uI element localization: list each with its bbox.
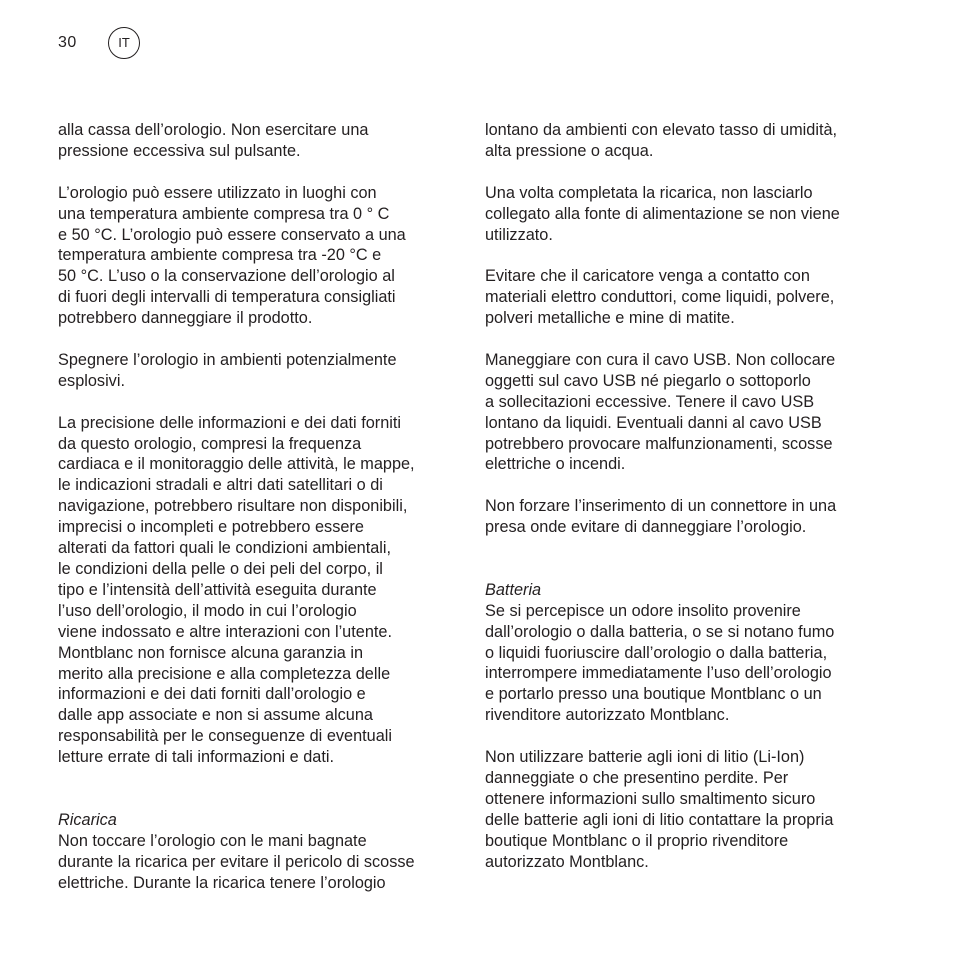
paragraph-charging: Non toccare l’orologio con le mani bagnate durante la ricarica per evitare il pericolo di scosse elettriche. Durante la ricarica tenere l’orologio xyxy=(58,831,415,892)
paragraph-connector: Non forzare l’inserimento di un connettore in una presa onde evitare di danneggiare l’orologio. xyxy=(485,497,837,537)
paragraph-conductive: Evitare che il caricatore venga a contatto con materiali elettro conduttori, come liquidi, polvere, polveri metalliche e mine di matite. xyxy=(485,267,835,328)
section-spacer xyxy=(485,559,895,580)
page-number: 30 xyxy=(58,34,77,51)
section-spacer xyxy=(58,789,468,810)
paragraph-after-charging: Una volta completata la ricarica, non lasciarlo collegato alla fonte di alimentazione se non viene utilizzato. xyxy=(485,183,840,244)
paragraph-battery-damaged: Non utilizzare batterie agli ioni di litio (Li-Ion) danneggiate o che presentino perdite. Per ottenere informazioni sullo smaltimento sicuro delle batterie agli ioni di litio contattare la propria boutique Montblanc o il proprio rivenditore autorizzato Montblanc. xyxy=(485,748,834,871)
right-column xyxy=(485,120,895,893)
left-column xyxy=(58,120,468,914)
paragraph-accuracy: La precisione delle informazioni e dei dati forniti da questo orologio, compresi la frequenza cardiaca e il monitoraggio delle attività, le mappe, le indicazioni stradali e altri dati satellitari o di navigazione, potrebbero risultare non disponibili, imprecisi o incompleti e potrebbero essere alterati da fattori quali le condizioni ambientali, le condizioni della pelle o dei peli del corpo, il tipo e l’intensità dell’attività eseguita durante l’uso dell’orologio, il modo in cui l’orologio viene indossato e altre interazioni con l’utente. Montblanc non fornisce alcuna garanzia in merito alla precisione e alla completezza delle informazioni e dei dati forniti dall’orologio e dalle app associate e non si assume alcuna responsabilità per le conseguenze di eventuali letture errate di tali informazioni e dati. xyxy=(58,413,415,767)
paragraph-battery-odor: Se si percepisce un odore insolito provenire dall’orologio o dalla batteria, o se si notano fumo o liquidi fuoriuscire dall’orologio o dalla batteria, interrompere immediatamente l’uso dell’orologio e portarlo presso una boutique Montblanc o un rivenditore autorizzato Montblanc. xyxy=(485,601,835,725)
paragraph-humidity: lontano da ambienti con elevato tasso di umidità, alta pressione o acqua. xyxy=(485,121,838,160)
section-title-battery: Batteria xyxy=(485,580,542,599)
paragraph-explosive: Spegnere l’orologio in ambienti potenzialmente esplosivi. xyxy=(58,350,397,390)
language-badge: IT xyxy=(108,27,140,59)
paragraph-pressure: alla cassa dell’orologio. Non esercitare una pressione eccessiva sul pulsante. xyxy=(58,121,369,160)
section-title-charging: Ricarica xyxy=(58,810,117,829)
paragraph-usb-cable: Maneggiare con cura il cavo USB. Non collocare oggetti sul cavo USB né piegarlo o sottoporlo a sollecitazioni eccessive. Tenere il cavo USB lontano da liquidi. Eventuali danni al cavo USB potrebbero provocare malfunzionamenti, scosse elettriche o incendi. xyxy=(485,350,836,474)
paragraph-temperature: L’orologio può essere utilizzato in luoghi con una temperatura ambiente compresa tra 0 ° C e 50 °C. L’orologio può essere conservato a una temperatura ambiente compresa tra -20 °C e 50 °C. L’uso o la conservazione dell’orologio al di fuori degli intervalli di temperatura consigliati potrebbero danneggiare il prodotto. xyxy=(58,183,406,328)
